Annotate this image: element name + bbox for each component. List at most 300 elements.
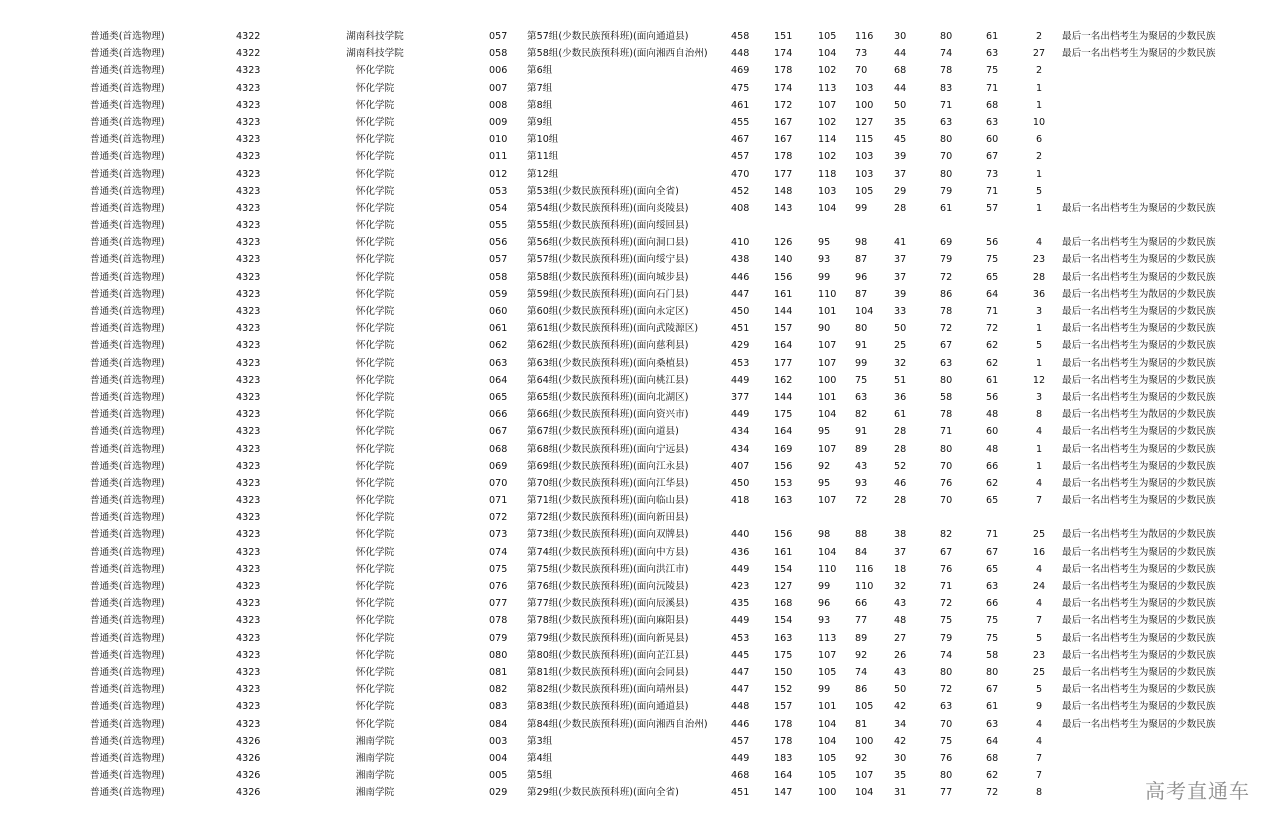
physics-score-cell: 82	[940, 529, 953, 541]
chinese-score-cell: 177	[774, 168, 793, 180]
group-name-cell: 第82组(少数民族预科班)(面向靖州县)	[527, 684, 689, 696]
count-cell: 12	[1032, 374, 1046, 386]
total-score-cell: 446	[731, 271, 750, 283]
group-code-cell: 005	[489, 770, 508, 782]
category-cell: 普通类(首选物理)	[90, 632, 165, 644]
group-name-cell: 第70组(少数民族预科班)(面向江华县)	[527, 477, 689, 489]
group-name-cell: 第65组(少数民族预科班)(面向北湖区)	[527, 391, 689, 403]
rank-cell: 41	[894, 237, 907, 249]
count-cell: 1	[1035, 168, 1043, 180]
table-row	[0, 612, 1280, 629]
physics-score-cell: 63	[940, 116, 953, 128]
group-name-cell: 第5组	[527, 770, 553, 782]
physics-score-cell: 80	[940, 666, 953, 678]
physics-score-cell: 63	[940, 701, 953, 713]
school-name-cell: 湖南科技学院	[346, 31, 404, 42]
physics-score-cell: 78	[940, 306, 953, 317]
count-cell: 6	[1035, 134, 1043, 146]
school-code-cell: 4323	[236, 185, 261, 197]
group-code-cell: 008	[489, 99, 508, 111]
table-row	[0, 544, 1280, 561]
elective-score-cell: 63	[986, 116, 999, 128]
total-score-cell: 434	[731, 426, 750, 438]
school-code-cell: 4323	[236, 443, 261, 455]
school-name-cell: 怀化学院	[355, 134, 395, 146]
chinese-score-cell: 156	[774, 271, 793, 283]
school-code-cell: 4323	[236, 409, 261, 421]
group-name-cell: 第4组	[527, 752, 553, 764]
subject-score-cell: 103	[855, 168, 874, 180]
subject-score-cell: 104	[855, 306, 874, 317]
remark-cell: 最后一名出档考生为聚居的少数民族	[1062, 443, 1216, 455]
category-cell: 普通类(首选物理)	[90, 529, 165, 541]
school-name-cell: 怀化学院	[355, 546, 395, 558]
rank-cell: 42	[894, 735, 907, 747]
group-name-cell: 第84组(少数民族预科班)(面向湘西自治州)	[527, 718, 708, 730]
total-score-cell: 435	[731, 598, 750, 610]
category-cell: 普通类(首选物理)	[90, 426, 165, 438]
group-name-cell: 第59组(少数民族预科班)(面向石门县)	[527, 288, 689, 300]
remark-cell: 最后一名出档考生为聚居的少数民族	[1062, 632, 1216, 644]
total-score-cell: 468	[731, 770, 750, 782]
category-cell: 普通类(首选物理)	[90, 99, 165, 111]
chinese-score-cell: 177	[774, 357, 793, 369]
school-name-cell: 怀化学院	[355, 340, 395, 352]
total-score-cell: 377	[731, 391, 750, 403]
group-name-cell: 第58组(少数民族预科班)(面向湘西自治州)	[527, 48, 708, 60]
group-code-cell: 065	[489, 391, 508, 403]
group-code-cell: 003	[489, 735, 508, 747]
group-code-cell: 069	[489, 460, 508, 472]
subject-score-cell: 72	[855, 495, 868, 507]
group-name-cell: 第68组(少数民族预科班)(面向宁远县)	[527, 443, 689, 455]
school-code-cell: 4323	[236, 374, 261, 386]
subject-score-cell: 103	[855, 151, 874, 163]
group-code-cell: 070	[489, 477, 508, 489]
remark-cell: 最后一名出档考生为聚居的少数民族	[1062, 323, 1216, 335]
category-cell: 普通类(首选物理)	[90, 357, 165, 369]
count-cell: 1	[1035, 202, 1043, 214]
table-row	[0, 561, 1280, 578]
elective-score-cell: 67	[986, 151, 999, 163]
rank-cell: 32	[894, 357, 907, 369]
group-code-cell: 064	[489, 374, 508, 386]
math-score-cell: 105	[818, 31, 837, 42]
chinese-score-cell: 164	[774, 770, 793, 782]
total-score-cell: 455	[731, 116, 750, 128]
math-score-cell: 110	[818, 288, 837, 300]
rank-cell: 31	[894, 787, 907, 799]
math-score-cell: 90	[818, 323, 831, 335]
total-score-cell: 469	[731, 65, 750, 77]
elective-score-cell: 58	[986, 649, 999, 661]
count-cell: 1	[1035, 443, 1043, 455]
count-cell: 3	[1035, 306, 1043, 317]
group-code-cell: 011	[489, 151, 508, 163]
chinese-score-cell: 164	[774, 340, 793, 352]
elective-score-cell: 62	[986, 340, 999, 352]
chinese-score-cell: 140	[774, 254, 793, 266]
elective-score-cell: 75	[986, 632, 999, 644]
table-row	[0, 441, 1280, 458]
category-cell: 普通类(首选物理)	[90, 168, 165, 180]
total-score-cell: 451	[731, 323, 750, 335]
count-cell: 23	[1032, 254, 1046, 266]
category-cell: 普通类(首选物理)	[90, 202, 165, 214]
chinese-score-cell: 154	[774, 563, 793, 575]
school-code-cell: 4323	[236, 477, 261, 489]
table-row	[0, 269, 1280, 286]
category-cell: 普通类(首选物理)	[90, 598, 165, 610]
elective-score-cell: 60	[986, 134, 999, 146]
table-row	[0, 767, 1280, 784]
table-row	[0, 286, 1280, 303]
group-name-cell: 第73组(少数民族预科班)(面向双牌县)	[527, 529, 689, 541]
elective-score-cell: 75	[986, 615, 999, 627]
table-row	[0, 355, 1280, 372]
school-code-cell: 4323	[236, 271, 261, 283]
group-name-cell: 第78组(少数民族预科班)(面向麻阳县)	[527, 615, 689, 627]
remark-cell: 最后一名出档考生为聚居的少数民族	[1062, 48, 1216, 60]
chinese-score-cell: 157	[774, 323, 793, 335]
math-score-cell: 99	[818, 271, 831, 283]
total-score-cell: 429	[731, 340, 750, 352]
group-name-cell: 第7组	[527, 82, 553, 94]
chinese-score-cell: 150	[774, 666, 793, 678]
school-name-cell: 怀化学院	[355, 443, 395, 455]
chinese-score-cell: 174	[774, 82, 793, 94]
school-name-cell: 怀化学院	[355, 271, 395, 283]
chinese-score-cell: 148	[774, 185, 793, 197]
subject-score-cell: 77	[855, 615, 868, 627]
math-score-cell: 107	[818, 649, 837, 661]
physics-score-cell: 80	[940, 134, 953, 146]
rank-cell: 30	[894, 31, 907, 42]
count-cell: 1	[1035, 460, 1043, 472]
table-row	[0, 492, 1280, 509]
elective-score-cell: 48	[986, 443, 999, 455]
math-score-cell: 99	[818, 581, 831, 592]
math-score-cell: 93	[818, 254, 831, 266]
physics-score-cell: 67	[940, 340, 953, 352]
math-score-cell: 92	[818, 460, 831, 472]
table-row	[0, 234, 1280, 251]
group-code-cell: 057	[489, 254, 508, 266]
rank-cell: 39	[894, 288, 907, 300]
total-score-cell: 446	[731, 718, 750, 730]
group-code-cell: 079	[489, 632, 508, 644]
rank-cell: 37	[894, 271, 907, 283]
category-cell: 普通类(首选物理)	[90, 495, 165, 507]
math-score-cell: 95	[818, 477, 831, 489]
group-name-cell: 第57组(少数民族预科班)(面向绥宁县)	[527, 254, 689, 266]
chinese-score-cell: 161	[774, 288, 793, 300]
table-row	[0, 200, 1280, 217]
group-code-cell: 075	[489, 563, 508, 575]
table-row	[0, 526, 1280, 543]
remark-cell: 最后一名出档考生为聚居的少数民族	[1062, 718, 1216, 730]
school-code-cell: 4323	[236, 615, 261, 627]
school-name-cell: 怀化学院	[355, 82, 395, 94]
rank-cell: 35	[894, 770, 907, 782]
table-row	[0, 372, 1280, 389]
group-name-cell: 第12组	[527, 168, 559, 180]
subject-score-cell: 70	[855, 65, 868, 77]
school-name-cell: 怀化学院	[355, 185, 395, 197]
group-name-cell: 第76组(少数民族预科班)(面向沅陵县)	[527, 581, 689, 592]
chinese-score-cell: 168	[774, 598, 793, 610]
subject-score-cell: 100	[855, 99, 874, 111]
rank-cell: 48	[894, 615, 907, 627]
count-cell: 25	[1032, 666, 1046, 678]
remark-cell: 最后一名出档考生为聚居的少数民族	[1062, 684, 1216, 696]
subject-score-cell: 103	[855, 82, 874, 94]
remark-cell: 最后一名出档考生为聚居的少数民族	[1062, 701, 1216, 713]
total-score-cell: 458	[731, 31, 750, 42]
count-cell: 4	[1035, 426, 1043, 438]
math-score-cell: 102	[818, 65, 837, 77]
subject-score-cell: 93	[855, 477, 868, 489]
math-score-cell: 100	[818, 787, 837, 799]
physics-score-cell: 71	[940, 426, 953, 438]
remark-cell: 最后一名出档考生为聚居的少数民族	[1062, 615, 1216, 627]
school-name-cell: 怀化学院	[355, 701, 395, 713]
chinese-score-cell: 157	[774, 701, 793, 713]
subject-score-cell: 74	[855, 666, 868, 678]
school-code-cell: 4323	[236, 82, 261, 94]
physics-score-cell: 86	[940, 288, 953, 300]
category-cell: 普通类(首选物理)	[90, 581, 165, 592]
category-cell: 普通类(首选物理)	[90, 512, 165, 524]
school-name-cell: 怀化学院	[355, 374, 395, 386]
group-code-cell: 007	[489, 82, 508, 94]
group-name-cell: 第54组(少数民族预科班)(面向炎陵县)	[527, 202, 689, 214]
elective-score-cell: 56	[986, 391, 999, 403]
elective-score-cell: 61	[986, 374, 999, 386]
subject-score-cell: 86	[855, 684, 868, 696]
category-cell: 普通类(首选物理)	[90, 288, 165, 300]
subject-score-cell: 82	[855, 409, 868, 421]
rank-cell: 45	[894, 134, 907, 146]
school-name-cell: 怀化学院	[355, 495, 395, 507]
rank-cell: 28	[894, 426, 907, 438]
subject-score-cell: 110	[855, 581, 874, 592]
group-name-cell: 第6组	[527, 65, 553, 77]
category-cell: 普通类(首选物理)	[90, 409, 165, 421]
group-code-cell: 059	[489, 288, 508, 300]
remark-cell: 最后一名出档考生为聚居的少数民族	[1062, 271, 1216, 283]
table-row	[0, 647, 1280, 664]
physics-score-cell: 71	[940, 581, 953, 592]
school-name-cell: 怀化学院	[355, 306, 395, 317]
category-cell: 普通类(首选物理)	[90, 237, 165, 249]
physics-score-cell: 78	[940, 409, 953, 421]
physics-score-cell: 69	[940, 237, 953, 249]
table-row	[0, 114, 1280, 131]
category-cell: 普通类(首选物理)	[90, 65, 165, 77]
rank-cell: 33	[894, 306, 907, 317]
subject-score-cell: 127	[855, 116, 874, 128]
chinese-score-cell: 183	[774, 752, 793, 764]
chinese-score-cell: 151	[774, 31, 793, 42]
group-code-cell: 058	[489, 48, 508, 60]
remark-cell: 最后一名出档考生为聚居的少数民族	[1062, 237, 1216, 249]
group-name-cell: 第66组(少数民族预科班)(面向资兴市)	[527, 409, 689, 421]
table-row	[0, 217, 1280, 234]
remark-cell: 最后一名出档考生为聚居的少数民族	[1062, 357, 1216, 369]
count-cell: 28	[1032, 271, 1046, 283]
group-code-cell: 029	[489, 787, 508, 799]
table-row	[0, 337, 1280, 354]
watermark-text: 高考直通车	[1145, 779, 1250, 803]
rank-cell: 35	[894, 116, 907, 128]
school-name-cell: 湘南学院	[355, 787, 395, 799]
total-score-cell: 451	[731, 787, 750, 799]
category-cell: 普通类(首选物理)	[90, 134, 165, 146]
subject-score-cell: 91	[855, 340, 868, 352]
chinese-score-cell: 163	[774, 632, 793, 644]
physics-score-cell: 75	[940, 735, 953, 747]
group-code-cell: 056	[489, 237, 508, 249]
count-cell: 4	[1035, 598, 1043, 610]
math-score-cell: 113	[818, 632, 837, 644]
group-code-cell: 080	[489, 649, 508, 661]
school-name-cell: 怀化学院	[355, 529, 395, 541]
subject-score-cell: 91	[855, 426, 868, 438]
physics-score-cell: 74	[940, 649, 953, 661]
table-row	[0, 458, 1280, 475]
chinese-score-cell: 163	[774, 495, 793, 507]
school-code-cell: 4323	[236, 426, 261, 438]
remark-cell: 最后一名出档考生为聚居的少数民族	[1062, 460, 1216, 472]
group-code-cell: 078	[489, 615, 508, 627]
group-name-cell: 第81组(少数民族预科班)(面向会同县)	[527, 666, 689, 678]
remark-cell: 最后一名出档考生为聚居的少数民族	[1062, 31, 1216, 42]
group-name-cell: 第77组(少数民族预科班)(面向辰溪县)	[527, 598, 689, 610]
school-name-cell: 怀化学院	[355, 477, 395, 489]
physics-score-cell: 72	[940, 323, 953, 335]
rank-cell: 28	[894, 495, 907, 507]
school-code-cell: 4323	[236, 546, 261, 558]
group-name-cell: 第61组(少数民族预科班)(面向武陵源区)	[527, 323, 699, 335]
category-cell: 普通类(首选物理)	[90, 48, 165, 60]
school-code-cell: 4323	[236, 684, 261, 696]
group-code-cell: 062	[489, 340, 508, 352]
subject-score-cell: 84	[855, 546, 868, 558]
count-cell: 1	[1035, 99, 1043, 111]
group-name-cell: 第83组(少数民族预科班)(面向通道县)	[527, 701, 689, 713]
math-score-cell: 101	[818, 306, 837, 317]
group-code-cell: 058	[489, 271, 508, 283]
math-score-cell: 105	[818, 770, 837, 782]
school-code-cell: 4323	[236, 529, 261, 541]
group-name-cell: 第53组(少数民族预科班)(面向全省)	[527, 185, 679, 197]
category-cell: 普通类(首选物理)	[90, 340, 165, 352]
math-score-cell: 95	[818, 426, 831, 438]
school-name-cell: 怀化学院	[355, 202, 395, 214]
chinese-score-cell: 174	[774, 48, 793, 60]
remark-cell: 最后一名出档考生为聚居的少数民族	[1062, 254, 1216, 266]
school-code-cell: 4323	[236, 323, 261, 335]
school-code-cell: 4323	[236, 306, 261, 317]
table-row	[0, 303, 1280, 320]
math-score-cell: 102	[818, 116, 837, 128]
count-cell: 5	[1035, 185, 1043, 197]
math-score-cell: 104	[818, 718, 837, 730]
subject-score-cell: 75	[855, 374, 868, 386]
table-row	[0, 698, 1280, 715]
count-cell: 2	[1035, 151, 1043, 163]
elective-score-cell: 71	[986, 529, 999, 541]
elective-score-cell: 65	[986, 563, 999, 575]
total-score-cell: 408	[731, 202, 750, 214]
remark-cell: 最后一名出档考生为聚居的少数民族	[1062, 649, 1216, 661]
elective-score-cell: 63	[986, 48, 999, 60]
remark-cell: 最后一名出档考生为聚居的少数民族	[1062, 477, 1216, 489]
count-cell: 5	[1035, 684, 1043, 696]
count-cell: 4	[1035, 237, 1043, 249]
subject-score-cell: 89	[855, 443, 868, 455]
chinese-score-cell: 144	[774, 391, 793, 403]
chinese-score-cell: 156	[774, 529, 793, 541]
elective-score-cell: 66	[986, 598, 999, 610]
group-code-cell: 012	[489, 168, 508, 180]
subject-score-cell: 98	[855, 237, 868, 249]
count-cell: 8	[1035, 409, 1043, 421]
category-cell: 普通类(首选物理)	[90, 752, 165, 764]
subject-score-cell: 107	[855, 770, 874, 782]
school-name-cell: 怀化学院	[355, 563, 395, 575]
school-name-cell: 怀化学院	[355, 460, 395, 472]
group-code-cell: 084	[489, 718, 508, 730]
subject-score-cell: 92	[855, 649, 868, 661]
rank-cell: 61	[894, 409, 907, 421]
group-code-cell: 067	[489, 426, 508, 438]
table-row	[0, 148, 1280, 165]
school-code-cell: 4326	[236, 770, 261, 782]
group-name-cell: 第74组(少数民族预科班)(面向中方县)	[527, 546, 689, 558]
subject-score-cell: 87	[855, 288, 868, 300]
school-code-cell: 4323	[236, 391, 261, 403]
elective-score-cell: 63	[986, 581, 999, 592]
physics-score-cell: 72	[940, 684, 953, 696]
category-cell: 普通类(首选物理)	[90, 306, 165, 317]
table-row	[0, 320, 1280, 337]
group-name-cell: 第60组(少数民族预科班)(面向永定区)	[527, 306, 689, 317]
total-score-cell: 447	[731, 684, 750, 696]
subject-score-cell: 100	[855, 735, 874, 747]
table-row	[0, 423, 1280, 440]
table-row	[0, 475, 1280, 492]
total-score-cell: 436	[731, 546, 750, 558]
total-score-cell: 423	[731, 581, 750, 592]
school-code-cell: 4323	[236, 151, 261, 163]
elective-score-cell: 67	[986, 546, 999, 558]
remark-cell: 最后一名出档考生为聚居的少数民族	[1062, 495, 1216, 507]
chinese-score-cell: 172	[774, 99, 793, 111]
category-cell: 普通类(首选物理)	[90, 185, 165, 197]
elective-score-cell: 80	[986, 666, 999, 678]
total-score-cell: 450	[731, 477, 750, 489]
group-code-cell: 068	[489, 443, 508, 455]
table-row	[0, 578, 1280, 595]
group-name-cell: 第55组(少数民族预科班)(面向绥回县)	[527, 220, 689, 232]
physics-score-cell: 79	[940, 254, 953, 266]
elective-score-cell: 56	[986, 237, 999, 249]
physics-score-cell: 76	[940, 752, 953, 764]
math-score-cell: 107	[818, 443, 837, 455]
elective-score-cell: 63	[986, 718, 999, 730]
